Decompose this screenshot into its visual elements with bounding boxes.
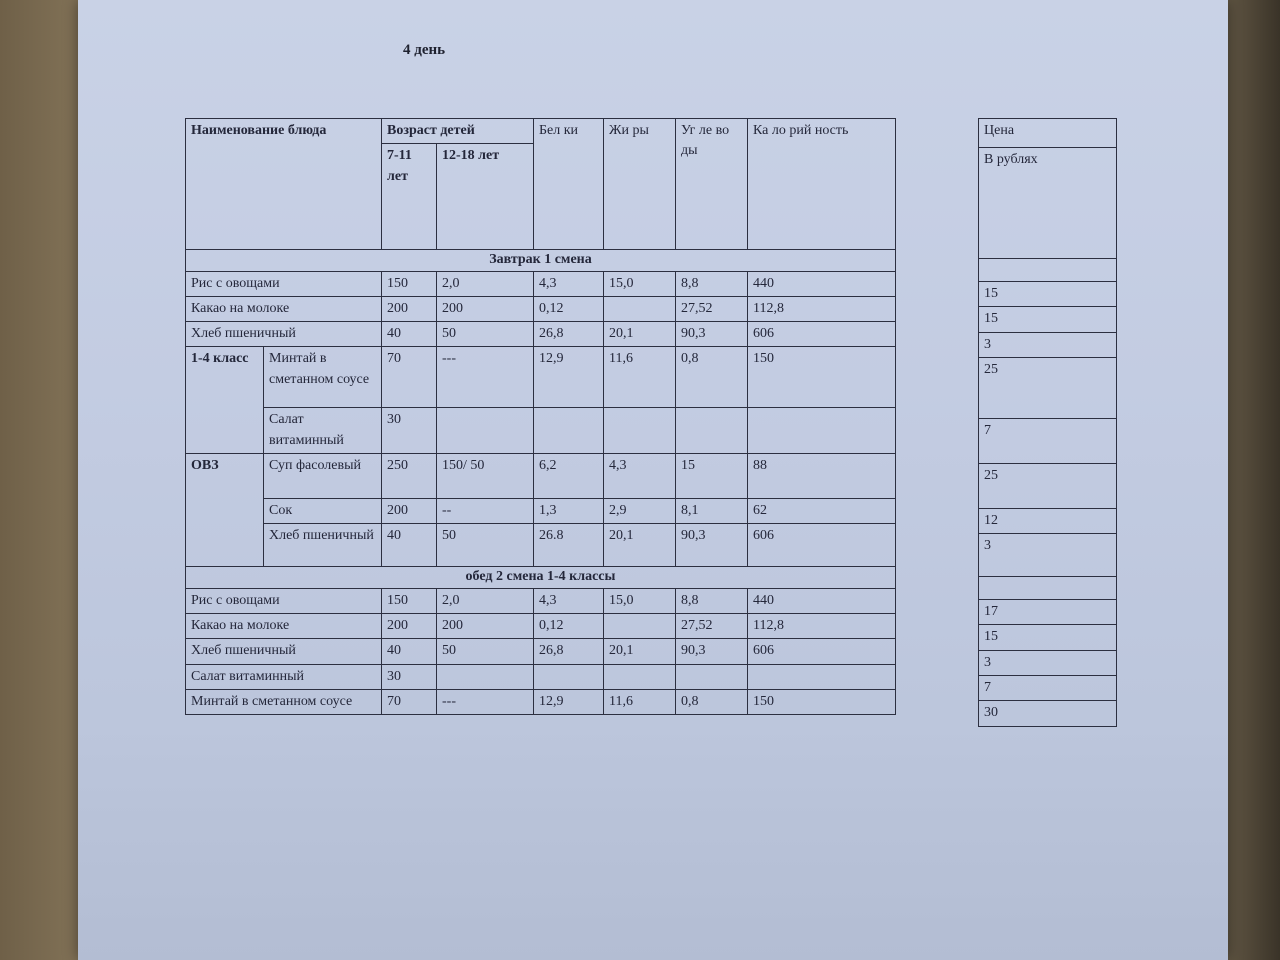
section-row-lunch <box>186 567 896 588</box>
protein-cell: 12,9 <box>534 689 604 714</box>
group-label-cell: ОВЗ <box>186 454 264 567</box>
protein-cell: 26.8 <box>534 524 604 567</box>
carbs-cell: 0,8 <box>676 347 748 408</box>
protein-cell: 26,8 <box>534 639 604 664</box>
calories-cell: 606 <box>748 322 896 347</box>
age-12-18-cell: 50 <box>437 322 534 347</box>
col-price-unit: В рублях <box>979 148 1117 259</box>
calories-cell: 150 <box>748 689 896 714</box>
age-12-18-cell: 200 <box>437 613 534 638</box>
col-protein-header: Бел ки <box>534 119 604 250</box>
fat-cell: 4,3 <box>604 454 676 499</box>
price-cell: 30 <box>979 701 1117 726</box>
protein-cell <box>534 408 604 454</box>
carbs-cell <box>676 664 748 689</box>
table-row <box>186 588 896 613</box>
fat-cell: 15,0 <box>604 271 676 296</box>
calories-cell: 606 <box>748 639 896 664</box>
col-carbs-header: Уг ле во ды <box>676 119 748 250</box>
header-row <box>186 119 896 144</box>
col-price-header: Цена <box>979 119 1117 148</box>
age-7-11-cell: 70 <box>382 347 437 408</box>
price-rows <box>979 282 1117 727</box>
day-title: 4 день <box>403 42 446 58</box>
dish-name-cell: Хлеб пшеничный <box>186 639 382 664</box>
carbs-cell: 90,3 <box>676 639 748 664</box>
age-12-18-cell: 200 <box>437 296 534 321</box>
table-row <box>186 408 896 454</box>
age-12-18-cell: --- <box>437 689 534 714</box>
protein-cell: 12,9 <box>534 347 604 408</box>
age-7-11-cell: 40 <box>382 524 437 567</box>
fat-cell: 11,6 <box>604 347 676 408</box>
dish-name-cell: Салат витаминный <box>186 664 382 689</box>
age-7-11-cell: 40 <box>382 322 437 347</box>
section-title-breakfast: Завтрак 1 смена <box>186 250 896 271</box>
age-12-18-cell: -- <box>437 499 534 524</box>
protein-cell: 0,12 <box>534 613 604 638</box>
table-row <box>186 639 896 664</box>
calories-cell: 62 <box>748 499 896 524</box>
col-age-7-11-header: 7-11 лет <box>382 144 437 250</box>
protein-cell: 4,3 <box>534 588 604 613</box>
dish-name-cell: Какао на молоке <box>186 296 382 321</box>
price-cell: 3 <box>979 332 1117 357</box>
dish-name-cell: Хлеб пшеничный <box>186 322 382 347</box>
age-7-11-cell: 200 <box>382 613 437 638</box>
section-row-breakfast <box>186 250 896 271</box>
menu-table <box>185 118 896 715</box>
section-title-lunch: обед 2 смена 1-4 классы <box>186 567 896 588</box>
dish-name-cell: Сок <box>264 499 382 524</box>
dish-name-cell: Минтай в сметанном соусе <box>186 689 382 714</box>
age-7-11-cell: 200 <box>382 499 437 524</box>
calories-cell: 440 <box>748 588 896 613</box>
age-7-11-cell: 70 <box>382 689 437 714</box>
calories-cell: 150 <box>748 347 896 408</box>
price-cell: 25 <box>979 463 1117 508</box>
fat-cell <box>604 613 676 638</box>
calories-cell: 606 <box>748 524 896 567</box>
carbs-cell: 8,8 <box>676 271 748 296</box>
fat-cell <box>604 408 676 454</box>
col-name-header: Наименование блюда <box>186 119 382 250</box>
age-12-18-cell: 50 <box>437 524 534 567</box>
age-12-18-cell: 2,0 <box>437 271 534 296</box>
price-cell <box>979 577 1117 600</box>
carbs-cell: 8,8 <box>676 588 748 613</box>
age-12-18-cell <box>437 664 534 689</box>
group1-rows <box>186 347 896 454</box>
protein-cell: 26,8 <box>534 322 604 347</box>
price-cell: 12 <box>979 508 1117 533</box>
fat-cell <box>604 664 676 689</box>
protein-cell: 1,3 <box>534 499 604 524</box>
calories-cell: 112,8 <box>748 296 896 321</box>
price-cell: 15 <box>979 307 1117 332</box>
breakfast-rows <box>186 271 896 347</box>
table-row <box>186 322 896 347</box>
lunch-rows <box>186 588 896 714</box>
age-7-11-cell: 30 <box>382 664 437 689</box>
calories-cell: 112,8 <box>748 613 896 638</box>
carbs-cell <box>676 408 748 454</box>
group-label-cell: 1-4 класс <box>186 347 264 454</box>
dish-name-cell: Хлеб пшеничный <box>264 524 382 567</box>
fat-cell <box>604 296 676 321</box>
calories-cell <box>748 664 896 689</box>
col-age-12-18-header: 12-18 лет <box>437 144 534 250</box>
age-7-11-cell: 250 <box>382 454 437 499</box>
price-cell: 15 <box>979 625 1117 650</box>
fat-cell: 20,1 <box>604 639 676 664</box>
calories-cell: 440 <box>748 271 896 296</box>
age-12-18-cell: --- <box>437 347 534 408</box>
carbs-cell: 27,52 <box>676 613 748 638</box>
fat-cell: 11,6 <box>604 689 676 714</box>
price-table <box>978 118 1117 727</box>
age-12-18-cell: 150/ 50 <box>437 454 534 499</box>
col-calories-header: Ка ло рий ность <box>748 119 896 250</box>
price-cell: 3 <box>979 650 1117 675</box>
carbs-cell: 0,8 <box>676 689 748 714</box>
carbs-cell: 90,3 <box>676 524 748 567</box>
price-cell: 7 <box>979 676 1117 701</box>
col-age-header: Возраст детей <box>382 119 534 144</box>
fat-cell: 15,0 <box>604 588 676 613</box>
dish-name-cell: Салат витаминный <box>264 408 382 454</box>
table-row <box>186 524 896 567</box>
age-12-18-cell: 2,0 <box>437 588 534 613</box>
protein-cell: 4,3 <box>534 271 604 296</box>
table-row <box>186 499 896 524</box>
table-row <box>186 271 896 296</box>
price-cell: 3 <box>979 534 1117 577</box>
dish-name-cell: Какао на молоке <box>186 613 382 638</box>
table-row <box>186 664 896 689</box>
carbs-cell: 15 <box>676 454 748 499</box>
protein-cell: 0,12 <box>534 296 604 321</box>
table-row <box>186 347 896 408</box>
table-row <box>186 689 896 714</box>
protein-cell <box>534 664 604 689</box>
fat-cell: 2,9 <box>604 499 676 524</box>
protein-cell: 6,2 <box>534 454 604 499</box>
dish-name-cell: Рис с овощами <box>186 588 382 613</box>
fat-cell: 20,1 <box>604 322 676 347</box>
table-row <box>186 296 896 321</box>
age-7-11-cell: 150 <box>382 588 437 613</box>
age-7-11-cell: 200 <box>382 296 437 321</box>
table-row <box>186 454 896 499</box>
carbs-cell: 8,1 <box>676 499 748 524</box>
age-12-18-cell: 50 <box>437 639 534 664</box>
fat-cell: 20,1 <box>604 524 676 567</box>
price-cell: 25 <box>979 357 1117 418</box>
dish-name-cell: Рис с овощами <box>186 271 382 296</box>
age-12-18-cell <box>437 408 534 454</box>
table-row <box>186 613 896 638</box>
group2-rows <box>186 454 896 567</box>
calories-cell <box>748 408 896 454</box>
carbs-cell: 27,52 <box>676 296 748 321</box>
age-7-11-cell: 150 <box>382 271 437 296</box>
age-7-11-cell: 30 <box>382 408 437 454</box>
price-cell: 7 <box>979 418 1117 463</box>
dish-name-cell: Минтай в сметанном соусе <box>264 347 382 408</box>
calories-cell: 88 <box>748 454 896 499</box>
price-cell: 15 <box>979 282 1117 307</box>
age-7-11-cell: 40 <box>382 639 437 664</box>
dish-name-cell: Суп фасолевый <box>264 454 382 499</box>
price-cell: 17 <box>979 600 1117 625</box>
carbs-cell: 90,3 <box>676 322 748 347</box>
col-fat-header: Жи ры <box>604 119 676 250</box>
